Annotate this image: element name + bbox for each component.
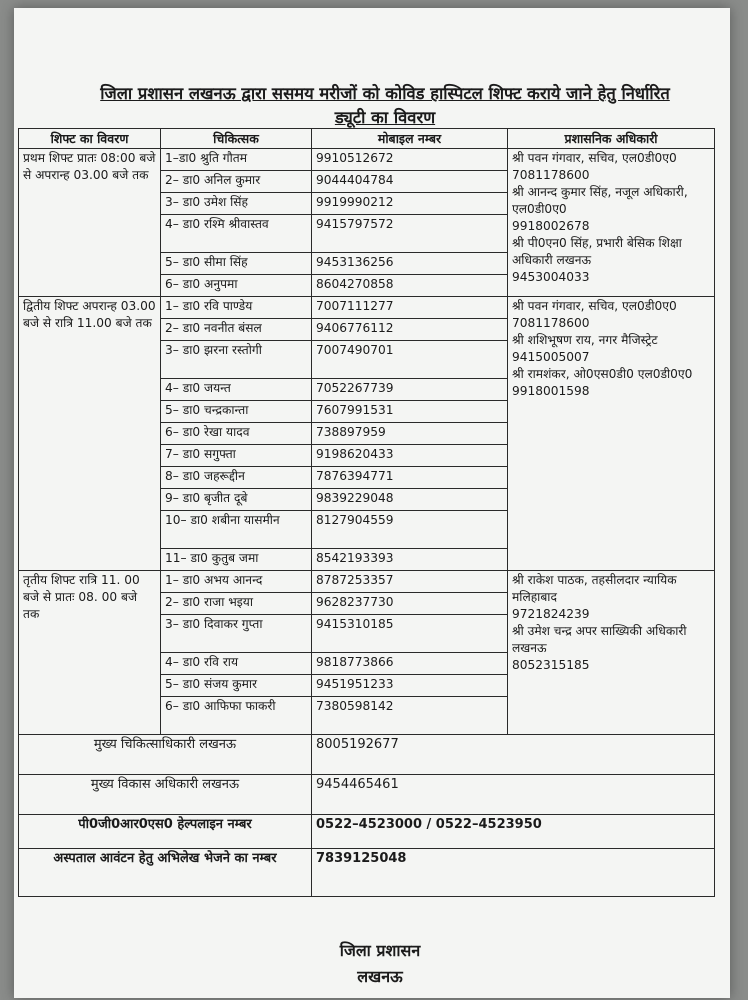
footer-label: अस्पताल आवंटन हेतु अभिलेख भेजने का नम्बर — [19, 849, 312, 897]
officer-line: श्री पवन गंगवार, सचिव, एल0डी0ए0 — [512, 151, 677, 165]
doctor-mobile: 7380598142 — [312, 697, 508, 735]
doctor-mobile: 9406776112 — [312, 319, 508, 341]
doctor-name: 2– डा0 नवनीत बंसल — [161, 319, 312, 341]
footer-row — [19, 775, 715, 815]
schedule-body — [19, 149, 715, 897]
header-mobile: मोबाइल नम्बर — [312, 129, 508, 149]
officer-line: श्री आनन्द कुमार सिंह, नजूल अधिकारी, एल0डी0ए0 — [512, 185, 688, 216]
footer-row — [19, 815, 715, 849]
shift-label: द्वितीय शिफ्ट अपरान्ह 03.00 बजे से रात्रि 11.00 बजे तक — [19, 297, 161, 571]
header-row — [19, 129, 715, 149]
doctor-name: 2– डा0 अनिल कुमार — [161, 171, 312, 193]
header-doctor: चिकित्सक — [161, 129, 312, 149]
signature-line-1: जिला प्रशासन — [339, 941, 421, 960]
footer-row — [19, 735, 715, 775]
footer-value: 7839125048 — [312, 849, 715, 897]
doctor-name: 4– डा0 रश्मि श्रीवास्तव — [161, 215, 312, 253]
doctor-name: 9– डा0 बृजीत दूबे — [161, 489, 312, 511]
doctor-name: 1– डा0 रवि पाण्डेय — [161, 297, 312, 319]
footer-value: 9454465461 — [312, 775, 715, 815]
doctor-row — [19, 571, 715, 593]
doctor-mobile: 7876394771 — [312, 467, 508, 489]
doctor-name: 7– डा0 सगुफ्ता — [161, 445, 312, 467]
title-line-1: जिला प्रशासन लखनऊ द्वारा ससमय मरीजों को कोविड हास्पिटल शिफ्ट कराये जाने हेतु निर्धारित — [100, 84, 670, 103]
officer-line: श्री राकेश पाठक, तहसीलदार न्यायिक मलिहाबाद — [512, 573, 677, 604]
footer-label: पी0जी0आर0एस0 हेल्पलाइन नम्बर — [19, 815, 312, 849]
officer-cell — [508, 149, 715, 297]
shift-label: प्रथम शिफ्ट प्रातः 08:00 बजे से अपरान्ह 03.00 बजे तक — [19, 149, 161, 297]
officer-cell — [508, 297, 715, 571]
footer-label: मुख्य विकास अधिकारी लखनऊ — [19, 775, 312, 815]
doctor-mobile: 8787253357 — [312, 571, 508, 593]
doctor-name: 6– डा0 रेखा यादव — [161, 423, 312, 445]
officer-line: श्री पवन गंगवार, सचिव, एल0डी0ए0 — [512, 299, 677, 313]
doctor-mobile: 9910512672 — [312, 149, 508, 171]
officer-line: श्री पी0एन0 सिंह, प्रभारी बेसिक शिक्षा अधिकारी लखनऊ — [512, 236, 682, 267]
officer-cell — [508, 571, 715, 735]
doctor-mobile: 9839229048 — [312, 489, 508, 511]
doctor-mobile: 8127904559 — [312, 511, 508, 549]
footer-label: मुख्य चिकित्साधिकारी लखनऊ — [19, 735, 312, 775]
footer-value: 0522–4523000 / 0522–4523950 — [312, 815, 715, 849]
doctor-mobile: 7052267739 — [312, 379, 508, 401]
footer-row — [19, 849, 715, 897]
doctor-mobile: 738897959 — [312, 423, 508, 445]
doctor-mobile: 8604270858 — [312, 275, 508, 297]
doctor-name: 4– डा0 जयन्त — [161, 379, 312, 401]
doctor-mobile: 9919990212 — [312, 193, 508, 215]
doctor-name: 2– डा0 राजा भइया — [161, 593, 312, 615]
footer-value: 8005192677 — [312, 735, 715, 775]
officer-line: 7081178600 — [512, 316, 590, 330]
doctor-mobile: 9451951233 — [312, 675, 508, 697]
shift-label: तृतीय शिफ्ट रात्रि 11. 00 बजे से प्रातः 08. 00 बजे तक — [19, 571, 161, 735]
officer-line: 9453004033 — [512, 270, 590, 284]
doctor-row — [19, 149, 715, 171]
doctor-name: 6– डा0 अनुपमा — [161, 275, 312, 297]
officer-line: श्री रामशंकर, ओ0एस0डी0 एल0डी0ए0 9918001598 — [512, 367, 693, 398]
header-shift: शिफ्ट का विवरण — [19, 129, 161, 149]
doctor-name: 11– डा0 कुतुब जमा — [161, 549, 312, 571]
signature-block — [280, 938, 480, 990]
doctor-name: 1–डा0 श्रुति गौतम — [161, 149, 312, 171]
doctor-mobile: 7007111277 — [312, 297, 508, 319]
doctor-name: 4– डा0 रवि राय — [161, 653, 312, 675]
doctor-mobile: 7007490701 — [312, 341, 508, 379]
doctor-name: 3– डा0 दिवाकर गुप्ता — [161, 615, 312, 653]
signature-line-2: लखनऊ — [357, 967, 403, 986]
doctor-mobile: 9044404784 — [312, 171, 508, 193]
title-line-2: ड्यूटी का विवरण — [334, 108, 436, 127]
header-officer: प्रशासनिक अधिकारी — [508, 129, 715, 149]
doctor-name: 5– डा0 चन्द्रकान्ता — [161, 401, 312, 423]
officer-line: 7081178600 — [512, 168, 590, 182]
doctor-name: 3– डा0 झरना रस्तोगी — [161, 341, 312, 379]
officer-line: 9918002678 — [512, 219, 590, 233]
duty-schedule-table — [18, 128, 715, 897]
doctor-name: 8– डा0 जहरूद्दीन — [161, 467, 312, 489]
doctor-name: 5– डा0 सीमा सिंह — [161, 253, 312, 275]
doctor-mobile: 9415797572 — [312, 215, 508, 253]
doctor-name: 5– डा0 संजय कुमार — [161, 675, 312, 697]
doctor-row — [19, 297, 715, 319]
doctor-name: 6– डा0 आफिफा फाकरी — [161, 697, 312, 735]
officer-line: 8052315185 — [512, 658, 590, 672]
doctor-mobile: 8542193393 — [312, 549, 508, 571]
doctor-name: 3– डा0 उमेश सिंह — [161, 193, 312, 215]
doctor-name: 1– डा0 अभय आनन्द — [161, 571, 312, 593]
officer-line: 9721824239 — [512, 607, 590, 621]
doctor-name: 10– डा0 शबीना यासमीन — [161, 511, 312, 549]
doctor-mobile: 9453136256 — [312, 253, 508, 275]
doctor-mobile: 9628237730 — [312, 593, 508, 615]
officer-line: श्री शशिभूषण राय, नगर मैजिस्ट्रेट 9415005007 — [512, 333, 658, 364]
doctor-mobile: 7607991531 — [312, 401, 508, 423]
document-title — [40, 82, 730, 130]
doctor-mobile: 9415310185 — [312, 615, 508, 653]
officer-line: श्री उमेश चन्द्र अपर साख्यिकी अधिकारी लखनऊ — [512, 624, 687, 655]
doctor-mobile: 9818773866 — [312, 653, 508, 675]
doctor-mobile: 9198620433 — [312, 445, 508, 467]
